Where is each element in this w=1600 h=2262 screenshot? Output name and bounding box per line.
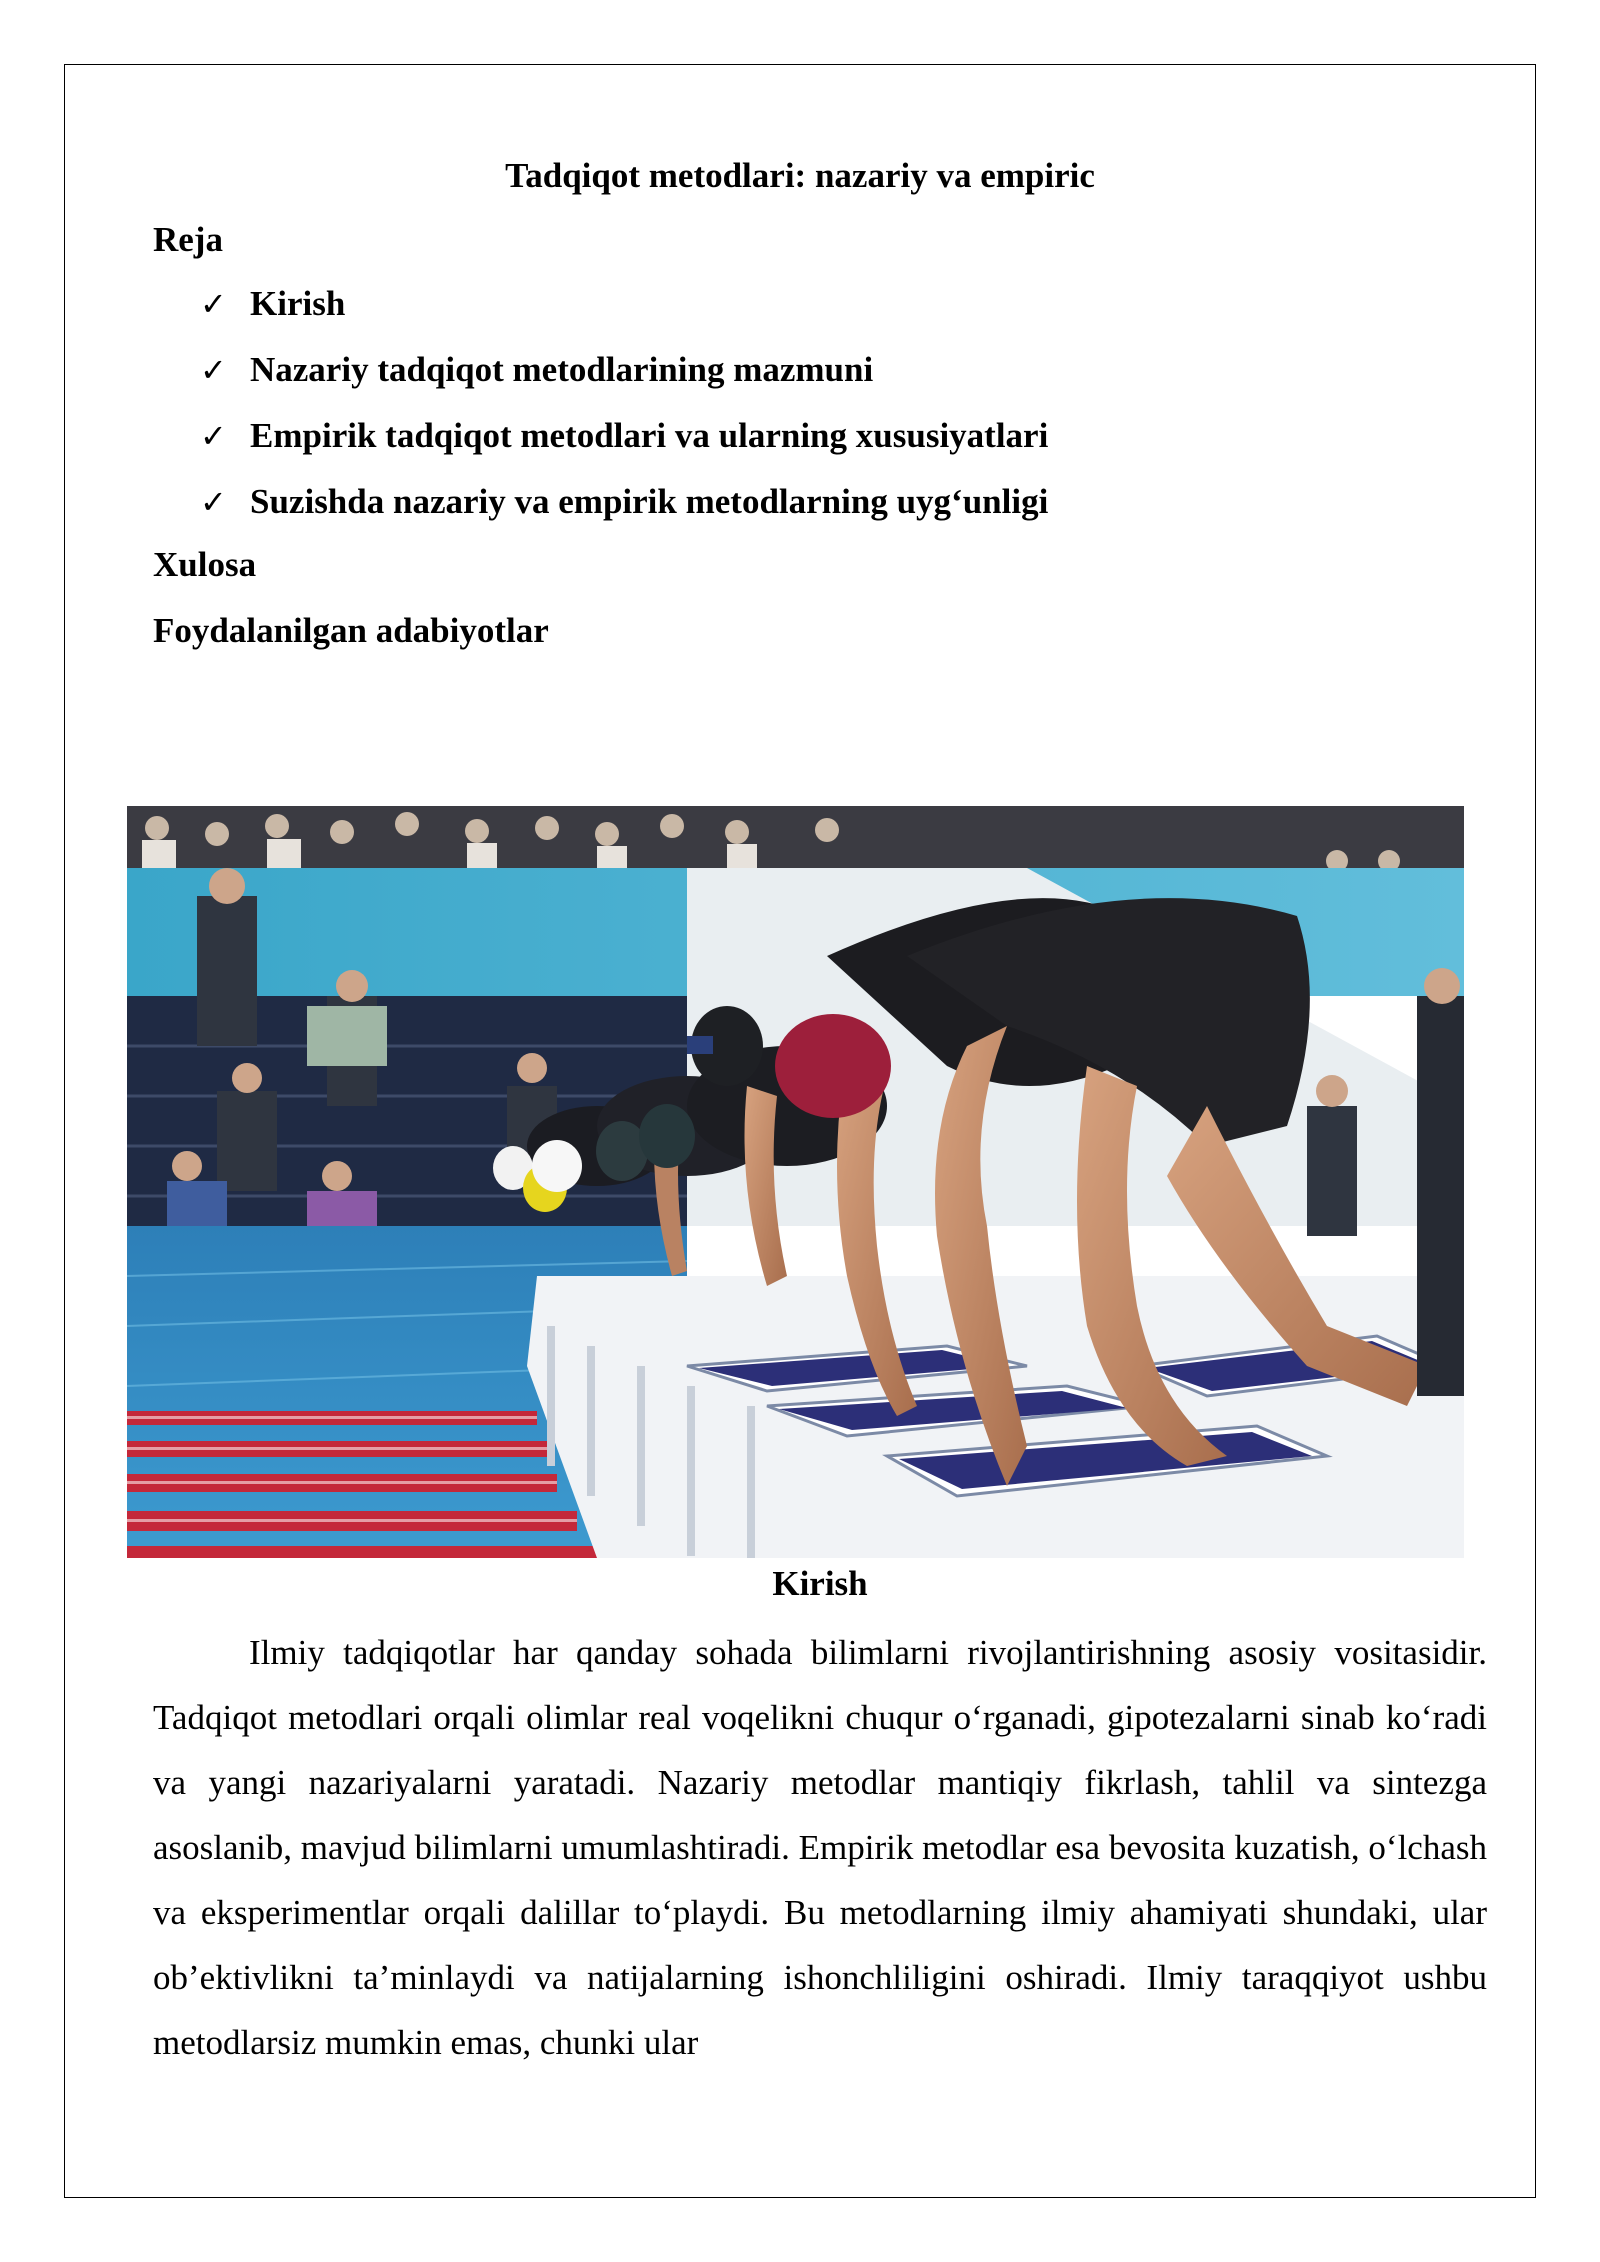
- plan-item-label: Nazariy tadqiqot metodlarining mazmuni: [250, 350, 874, 389]
- document-title: Tadqiqot metodlari: nazariy va empiric: [505, 156, 1095, 195]
- plan-item-label: Empirik tadqiqot metodlari va ularning xususiyatlari: [250, 416, 1049, 455]
- swimming-start-photo: [127, 806, 1464, 1558]
- checkmark-icon: ✓: [200, 483, 227, 521]
- plan-item: [200, 478, 1048, 544]
- checkmark-icon: ✓: [200, 351, 227, 389]
- references-heading: Foydalanilgan adabiyotlar: [153, 611, 549, 650]
- plan-list: [200, 280, 1048, 544]
- plan-item: [200, 412, 1048, 478]
- plan-heading: Reja: [153, 220, 223, 259]
- conclusion-heading: Xulosa: [153, 545, 257, 584]
- plan-item: [200, 280, 1048, 346]
- checkmark-icon: ✓: [200, 417, 227, 455]
- checkmark-icon: ✓: [200, 285, 227, 323]
- plan-item-label: Kirish: [250, 284, 346, 323]
- section-heading: Kirish: [772, 1564, 868, 1603]
- body-paragraph: Ilmiy tadqiqotlar har qanday sohada bilimlarni rivojlantirishning asosiy vositasidir. Tadqiqot metodlari orqali olimlar real voqelikni chuqur o‘rganadi, gipotezalarni sinab ko‘radi va yangi nazariyalarni yaratadi. Nazariy metodlar mantiqiy fikrlash, tahlil va sintezga asoslanib, mavjud bilimlarni umumlashtiradi. Empirik metodlar esa bevosita kuzatish, o‘lchash va eksperimentlar orqali dalillar to‘playdi. Bu metodlarning ilmiy ahamiyati shundaki, ular ob’ektivlikni ta’minlaydi va natijalarning ishonchliligini oshiradi. Ilmiy taraqqiyot ushbu metodlarsiz mumkin emas, chunki ular: [153, 1633, 1487, 2062]
- plan-item: [200, 346, 1048, 412]
- plan-item-label: Suzishda nazariy va empirik metodlarning uyg‘unligi: [250, 482, 1049, 521]
